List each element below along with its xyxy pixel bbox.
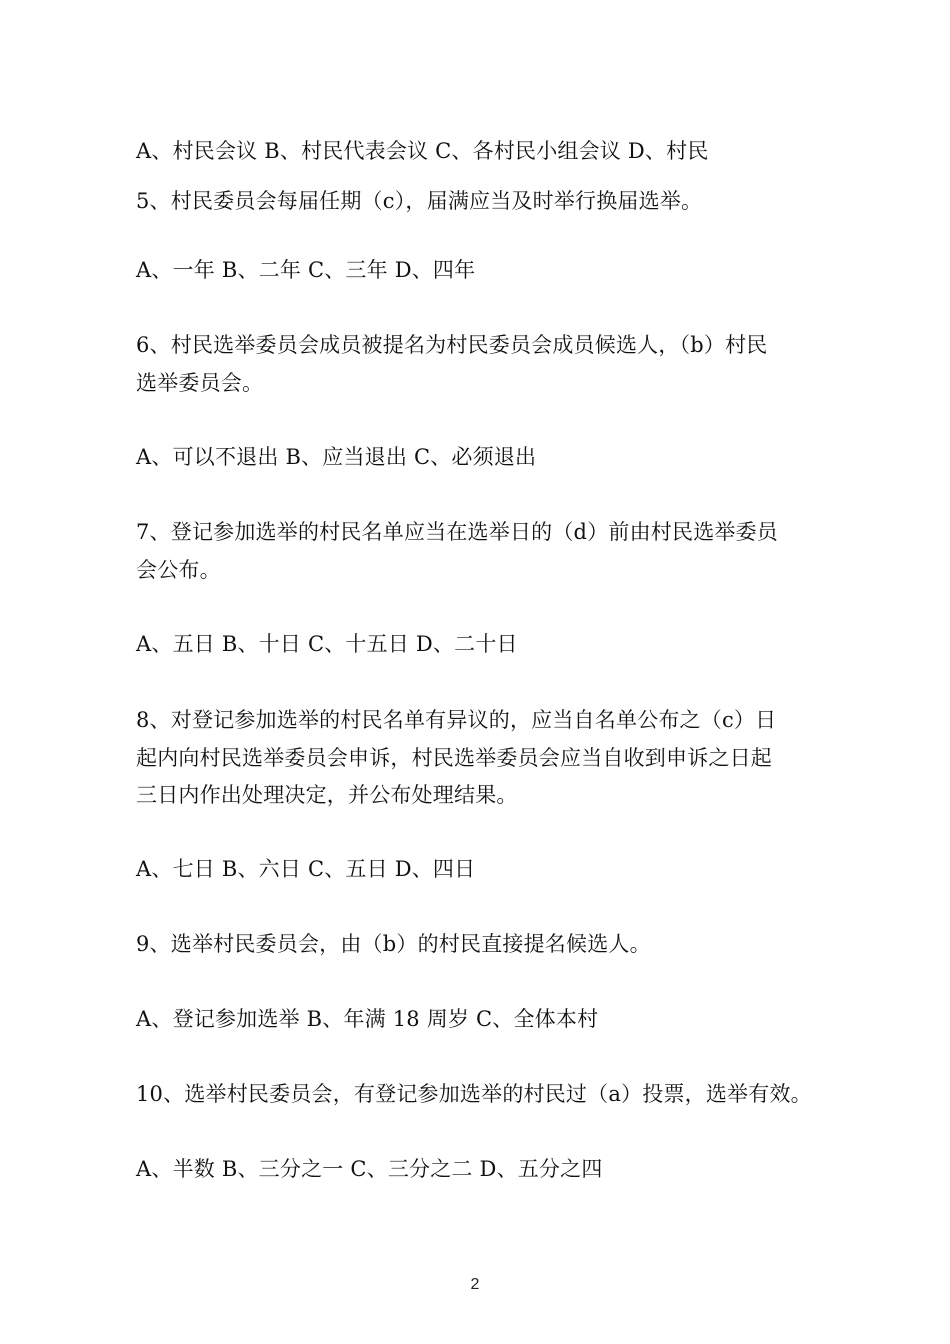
q8-options: A、七日 B、六日 C、五日 D、四日 (136, 857, 476, 881)
q9-options: A、登记参加选举 B、年满 18 周岁 C、全体本村 (136, 1007, 599, 1031)
q7-question-line1: 7、登记参加选举的村民名单应当在选举日的（d）前由村民选举委员 (136, 520, 779, 544)
page-number: 2 (470, 1276, 480, 1293)
q8-question-line2: 起内向村民选举委员会申诉，村民选举委员会应当自收到申诉之日起 (136, 746, 772, 770)
q4-options: A、村民会议 B、村民代表会议 C、各村民小组会议 D、村民 (136, 139, 709, 163)
q6-question-line2: 选举委员会。 (136, 371, 264, 395)
q10-options: A、半数 B、三分之一 C、三分之二 D、五分之四 (136, 1157, 603, 1181)
q5-question: 5、村民委员会每届任期（c），届满应当及时举行换届选举。 (136, 189, 703, 213)
q9-question: 9、选举村民委员会，由（b）的村民直接提名候选人。 (136, 932, 651, 956)
q5-options: A、一年 B、二年 C、三年 D、四年 (136, 258, 476, 282)
q6-question-line1: 6、村民选举委员会成员被提名为村民委员会成员候选人，（b）村民 (136, 333, 768, 357)
q6-options: A、可以不退出 B、应当退出 C、必须退出 (136, 445, 537, 469)
q10-question: 10、选举村民委员会，有登记参加选举的村民过（a）投票，选举有效。 (136, 1082, 812, 1106)
q7-options: A、五日 B、十日 C、十五日 D、二十日 (136, 632, 518, 656)
q8-question-line3: 三日内作出处理决定，并公布处理结果。 (136, 783, 518, 807)
q7-question-line2: 会公布。 (136, 558, 221, 582)
q8-question-line1: 8、对登记参加选举的村民名单有异议的，应当自名单公布之（c）日 (136, 708, 777, 732)
